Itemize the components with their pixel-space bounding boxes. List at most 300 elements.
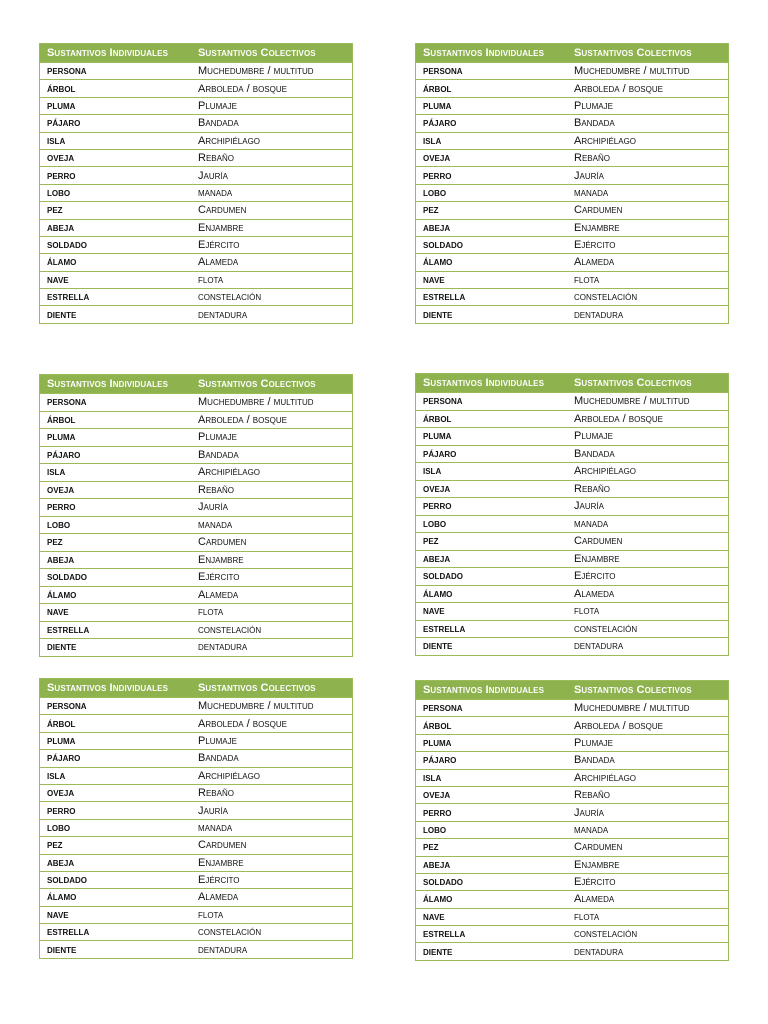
table-row xyxy=(40,638,352,656)
collective-noun: Alameda xyxy=(574,256,615,269)
table-row xyxy=(40,271,352,288)
collective-noun: Cardumen xyxy=(574,841,623,854)
collective-noun: Arboleda / bosque xyxy=(574,82,663,95)
individual-noun: perro xyxy=(47,501,76,514)
table-row xyxy=(40,906,352,923)
individual-noun: nave xyxy=(423,273,445,286)
header-individuales: Sustantivos Individuales xyxy=(423,684,545,696)
header-individuales: Sustantivos Individuales xyxy=(47,378,169,390)
collective-noun: Archipiélago xyxy=(574,465,637,478)
collective-noun: flota xyxy=(198,606,224,619)
individual-noun: soldado xyxy=(47,239,87,252)
collective-noun: Rebaño xyxy=(574,152,610,165)
individual-noun: lobo xyxy=(423,517,447,530)
individual-noun: estrella xyxy=(423,291,466,304)
table-row xyxy=(40,253,352,270)
individual-noun: persona xyxy=(423,395,463,408)
collective-noun: Jauría xyxy=(574,169,604,182)
collective-noun: constelación xyxy=(574,291,638,304)
table-row xyxy=(416,821,728,838)
collective-noun: Alameda xyxy=(198,891,239,904)
individual-noun: pez xyxy=(423,841,439,854)
table-row xyxy=(416,427,728,445)
table-row xyxy=(416,271,728,288)
individual-noun: perro xyxy=(423,500,452,513)
individual-noun: abeja xyxy=(47,221,75,234)
table-row xyxy=(416,620,728,638)
individual-noun: estrella xyxy=(47,291,90,304)
individual-noun: lobo xyxy=(47,518,71,531)
collective-noun: constelación xyxy=(574,622,638,635)
individual-noun: árbol xyxy=(423,412,452,425)
collective-noun: Jauría xyxy=(198,501,228,514)
table-row xyxy=(40,516,352,534)
noun-table-6 xyxy=(415,680,729,961)
table-row xyxy=(416,751,728,768)
collective-noun: Rebaño xyxy=(574,789,610,802)
table-row xyxy=(416,288,728,305)
individual-noun: persona xyxy=(423,702,463,715)
individual-noun: nave xyxy=(423,605,445,618)
individual-noun: persona xyxy=(47,65,87,78)
individual-noun: diente xyxy=(47,641,77,654)
collective-noun: constelación xyxy=(198,926,262,939)
collective-noun: Archipiélago xyxy=(574,134,637,147)
collective-noun: Plumaje xyxy=(198,734,237,747)
collective-noun: dentadura xyxy=(574,640,624,653)
collective-noun: Ejército xyxy=(198,571,240,584)
collective-noun: Ejército xyxy=(574,876,616,889)
individual-noun: pluma xyxy=(47,431,76,444)
table-row xyxy=(40,132,352,149)
individual-noun: diente xyxy=(423,945,453,958)
table-row xyxy=(40,697,352,714)
noun-table-3 xyxy=(39,374,353,657)
table-row xyxy=(416,219,728,236)
table-row xyxy=(416,734,728,751)
individual-noun: isla xyxy=(423,465,442,478)
header-individuales: Sustantivos Individuales xyxy=(423,377,545,389)
individual-noun: oveja xyxy=(47,787,75,800)
individual-noun: oveja xyxy=(423,152,451,165)
table-row xyxy=(40,62,352,79)
table-row xyxy=(40,166,352,183)
individual-noun: lobo xyxy=(423,186,447,199)
collective-noun: manada xyxy=(198,821,233,834)
header-individuales: Sustantivos Individuales xyxy=(47,682,169,694)
table-body xyxy=(416,62,728,323)
individual-noun: diente xyxy=(47,943,77,956)
table-row xyxy=(416,166,728,183)
table-row xyxy=(416,942,728,959)
individual-noun: pluma xyxy=(423,430,452,443)
collective-noun: Plumaje xyxy=(574,736,613,749)
individual-noun: pájaro xyxy=(47,752,81,765)
individual-noun: oveja xyxy=(47,483,75,496)
table-row xyxy=(416,79,728,96)
individual-noun: nave xyxy=(47,606,69,619)
individual-noun: álamo xyxy=(423,256,453,269)
table-row xyxy=(416,699,728,716)
individual-noun: lobo xyxy=(47,186,71,199)
collective-noun: manada xyxy=(574,823,609,836)
individual-noun: árbol xyxy=(423,82,452,95)
collective-noun: flota xyxy=(574,273,600,286)
collective-noun: Bandada xyxy=(574,754,615,767)
individual-noun: isla xyxy=(47,134,66,147)
individual-noun: pájaro xyxy=(423,117,457,130)
table-row xyxy=(40,888,352,905)
table-row xyxy=(40,714,352,731)
table-row xyxy=(40,411,352,429)
table-row xyxy=(40,923,352,940)
collective-noun: flota xyxy=(574,605,600,618)
collective-noun: Plumaje xyxy=(574,430,613,443)
table-row xyxy=(416,132,728,149)
table-row xyxy=(40,871,352,888)
table-row xyxy=(416,803,728,820)
header-colectivos: Sustantivos Colectivos xyxy=(574,684,692,696)
table-row xyxy=(40,481,352,499)
collective-noun: Muchedumbre / multitud xyxy=(198,700,314,713)
individual-noun: lobo xyxy=(423,823,447,836)
collective-noun: Bandada xyxy=(198,117,239,130)
collective-noun: Archipiélago xyxy=(574,771,637,784)
table-row xyxy=(416,480,728,498)
table-row xyxy=(40,184,352,201)
table-row xyxy=(416,786,728,803)
individual-noun: pluma xyxy=(423,736,452,749)
individual-noun: soldado xyxy=(47,571,87,584)
header-colectivos: Sustantivos Colectivos xyxy=(198,378,316,390)
table-row xyxy=(416,890,728,907)
collective-noun: Bandada xyxy=(198,752,239,765)
collective-noun: Alameda xyxy=(574,893,615,906)
individual-noun: álamo xyxy=(423,587,453,600)
table-row xyxy=(40,498,352,516)
collective-noun: dentadura xyxy=(198,943,248,956)
table-row xyxy=(40,114,352,131)
individual-noun: soldado xyxy=(423,570,463,583)
table-row xyxy=(40,801,352,818)
collective-noun: dentadura xyxy=(198,308,248,321)
collective-noun: Muchedumbre / multitud xyxy=(574,702,690,715)
individual-noun: pájaro xyxy=(423,447,457,460)
table-body xyxy=(40,697,352,958)
table-header xyxy=(40,375,352,393)
individual-noun: isla xyxy=(423,134,442,147)
collective-noun: Ejército xyxy=(574,239,616,252)
collective-noun: Archipiélago xyxy=(198,466,261,479)
collective-noun: Bandada xyxy=(198,448,239,461)
individual-noun: nave xyxy=(47,908,69,921)
header-colectivos: Sustantivos Colectivos xyxy=(574,47,692,59)
noun-table-1 xyxy=(39,43,353,324)
collective-noun: Ejército xyxy=(198,874,240,887)
table-row xyxy=(416,149,728,166)
table-row xyxy=(40,79,352,96)
table-row xyxy=(40,568,352,586)
collective-noun: Cardumen xyxy=(574,535,623,548)
table-row xyxy=(40,446,352,464)
table-row xyxy=(416,602,728,620)
table-row xyxy=(40,288,352,305)
individual-noun: persona xyxy=(47,396,87,409)
collective-noun: Bandada xyxy=(574,447,615,460)
collective-noun: Enjambre xyxy=(198,221,244,234)
table-row xyxy=(40,428,352,446)
individual-noun: perro xyxy=(423,806,452,819)
table-header xyxy=(416,681,728,699)
individual-noun: pluma xyxy=(47,734,76,747)
individual-noun: abeja xyxy=(47,553,75,566)
collective-noun: Rebaño xyxy=(198,483,234,496)
collective-noun: constelación xyxy=(574,928,638,941)
collective-noun: Archipiélago xyxy=(198,769,261,782)
individual-noun: isla xyxy=(47,466,66,479)
header-individuales: Sustantivos Individuales xyxy=(423,47,545,59)
collective-noun: Muchedumbre / multitud xyxy=(198,396,314,409)
collective-noun: Cardumen xyxy=(198,839,247,852)
table-row xyxy=(40,219,352,236)
collective-noun: Muchedumbre / multitud xyxy=(574,395,690,408)
individual-noun: estrella xyxy=(423,622,466,635)
table-row xyxy=(40,836,352,853)
individual-noun: pez xyxy=(47,536,63,549)
individual-noun: estrella xyxy=(47,926,90,939)
noun-table-5 xyxy=(39,678,353,959)
individual-noun: nave xyxy=(47,273,69,286)
table-row xyxy=(416,410,728,428)
collective-noun: manada xyxy=(574,186,609,199)
individual-noun: pez xyxy=(423,535,439,548)
individual-noun: abeja xyxy=(423,552,451,565)
table-body xyxy=(40,62,352,323)
table-row xyxy=(40,393,352,411)
collective-noun: Arboleda / bosque xyxy=(574,412,663,425)
collective-noun: constelación xyxy=(198,291,262,304)
collective-noun: Arboleda / bosque xyxy=(574,719,663,732)
collective-noun: Alameda xyxy=(198,588,239,601)
individual-noun: álamo xyxy=(47,588,77,601)
table-row xyxy=(416,585,728,603)
individual-noun: pájaro xyxy=(423,754,457,767)
collective-noun: Rebaño xyxy=(198,787,234,800)
collective-noun: manada xyxy=(198,518,233,531)
individual-noun: abeja xyxy=(423,858,451,871)
table-row xyxy=(416,305,728,322)
collective-noun: Alameda xyxy=(198,256,239,269)
table-row xyxy=(416,184,728,201)
collective-noun: Jauría xyxy=(574,500,604,513)
table-row xyxy=(40,97,352,114)
table-row xyxy=(40,201,352,218)
collective-noun: manada xyxy=(574,517,609,530)
collective-noun: manada xyxy=(198,186,233,199)
individual-noun: abeja xyxy=(423,221,451,234)
table-row xyxy=(416,567,728,585)
table-row xyxy=(416,392,728,410)
table-header xyxy=(416,44,728,62)
table-row xyxy=(40,149,352,166)
table-row xyxy=(40,533,352,551)
individual-noun: diente xyxy=(423,308,453,321)
collective-noun: flota xyxy=(574,910,600,923)
table-row xyxy=(40,749,352,766)
individual-noun: estrella xyxy=(423,928,466,941)
collective-noun: Enjambre xyxy=(574,221,620,234)
individual-noun: perro xyxy=(47,804,76,817)
noun-table-4 xyxy=(415,373,729,656)
collective-noun: constelación xyxy=(198,623,262,636)
collective-noun: dentadura xyxy=(574,945,624,958)
individual-noun: pluma xyxy=(47,99,76,112)
collective-noun: Enjambre xyxy=(198,553,244,566)
individual-noun: pez xyxy=(47,204,63,217)
individual-noun: abeja xyxy=(47,856,75,869)
table-body xyxy=(40,393,352,656)
collective-noun: Enjambre xyxy=(574,552,620,565)
collective-noun: dentadura xyxy=(574,308,624,321)
individual-noun: nave xyxy=(423,910,445,923)
collective-noun: Jauría xyxy=(574,806,604,819)
individual-noun: álamo xyxy=(47,891,77,904)
table-row xyxy=(40,940,352,957)
header-individuales: Sustantivos Individuales xyxy=(47,47,169,59)
table-row xyxy=(416,445,728,463)
collective-noun: Bandada xyxy=(574,117,615,130)
table-row xyxy=(416,201,728,218)
collective-noun: flota xyxy=(198,908,224,921)
table-row xyxy=(40,236,352,253)
individual-noun: estrella xyxy=(47,623,90,636)
collective-noun: Jauría xyxy=(198,169,228,182)
header-colectivos: Sustantivos Colectivos xyxy=(198,682,316,694)
table-row xyxy=(40,305,352,322)
table-header xyxy=(40,679,352,697)
collective-noun: Plumaje xyxy=(198,431,237,444)
collective-noun: Arboleda / bosque xyxy=(198,82,287,95)
collective-noun: Muchedumbre / multitud xyxy=(198,65,314,78)
table-header xyxy=(40,44,352,62)
individual-noun: diente xyxy=(47,308,77,321)
table-row xyxy=(416,873,728,890)
table-row xyxy=(416,97,728,114)
collective-noun: Plumaje xyxy=(574,99,613,112)
table-row xyxy=(416,515,728,533)
table-row xyxy=(40,767,352,784)
individual-noun: oveja xyxy=(47,152,75,165)
table-row xyxy=(416,769,728,786)
table-row xyxy=(416,550,728,568)
table-row xyxy=(416,114,728,131)
table-header xyxy=(416,374,728,392)
table-row xyxy=(416,236,728,253)
individual-noun: pájaro xyxy=(47,448,81,461)
header-colectivos: Sustantivos Colectivos xyxy=(198,47,316,59)
individual-noun: árbol xyxy=(47,82,76,95)
table-row xyxy=(40,784,352,801)
individual-noun: pluma xyxy=(423,99,452,112)
collective-noun: Enjambre xyxy=(198,856,244,869)
table-row xyxy=(40,819,352,836)
individual-noun: persona xyxy=(47,700,87,713)
collective-noun: Ejército xyxy=(574,570,616,583)
individual-noun: álamo xyxy=(423,893,453,906)
individual-noun: perro xyxy=(47,169,76,182)
table-row xyxy=(416,856,728,873)
table-row xyxy=(416,253,728,270)
collective-noun: Enjambre xyxy=(574,858,620,871)
individual-noun: oveja xyxy=(423,789,451,802)
header-colectivos: Sustantivos Colectivos xyxy=(574,377,692,389)
individual-noun: árbol xyxy=(47,413,76,426)
table-body xyxy=(416,699,728,960)
table-row xyxy=(416,462,728,480)
table-row xyxy=(40,854,352,871)
collective-noun: dentadura xyxy=(198,641,248,654)
table-body xyxy=(416,392,728,655)
table-row xyxy=(416,908,728,925)
individual-noun: diente xyxy=(423,640,453,653)
individual-noun: oveja xyxy=(423,482,451,495)
collective-noun: Ejército xyxy=(198,239,240,252)
table-row xyxy=(416,62,728,79)
individual-noun: lobo xyxy=(47,821,71,834)
collective-noun: Muchedumbre / multitud xyxy=(574,65,690,78)
individual-noun: pez xyxy=(47,839,63,852)
collective-noun: Jauría xyxy=(198,804,228,817)
table-row xyxy=(40,621,352,639)
collective-noun: Rebaño xyxy=(198,152,234,165)
individual-noun: soldado xyxy=(423,239,463,252)
table-row xyxy=(40,586,352,604)
collective-noun: Arboleda / bosque xyxy=(198,717,287,730)
collective-noun: Cardumen xyxy=(198,204,247,217)
table-row xyxy=(416,716,728,733)
individual-noun: pájaro xyxy=(47,117,81,130)
individual-noun: persona xyxy=(423,65,463,78)
collective-noun: Plumaje xyxy=(198,99,237,112)
table-row xyxy=(416,925,728,942)
individual-noun: perro xyxy=(423,169,452,182)
collective-noun: Rebaño xyxy=(574,482,610,495)
table-row xyxy=(416,838,728,855)
table-row xyxy=(40,551,352,569)
noun-table-2 xyxy=(415,43,729,324)
collective-noun: Arboleda / bosque xyxy=(198,413,287,426)
collective-noun: Cardumen xyxy=(198,536,247,549)
individual-noun: pez xyxy=(423,204,439,217)
individual-noun: isla xyxy=(47,769,66,782)
table-row xyxy=(416,532,728,550)
table-row xyxy=(40,463,352,481)
table-row xyxy=(40,603,352,621)
collective-noun: Archipiélago xyxy=(198,134,261,147)
collective-noun: flota xyxy=(198,273,224,286)
collective-noun: Cardumen xyxy=(574,204,623,217)
table-row xyxy=(40,732,352,749)
individual-noun: álamo xyxy=(47,256,77,269)
collective-noun: Alameda xyxy=(574,587,615,600)
table-row xyxy=(416,497,728,515)
individual-noun: árbol xyxy=(47,717,76,730)
individual-noun: soldado xyxy=(423,876,463,889)
individual-noun: isla xyxy=(423,771,442,784)
individual-noun: soldado xyxy=(47,874,87,887)
table-row xyxy=(416,637,728,655)
individual-noun: árbol xyxy=(423,719,452,732)
